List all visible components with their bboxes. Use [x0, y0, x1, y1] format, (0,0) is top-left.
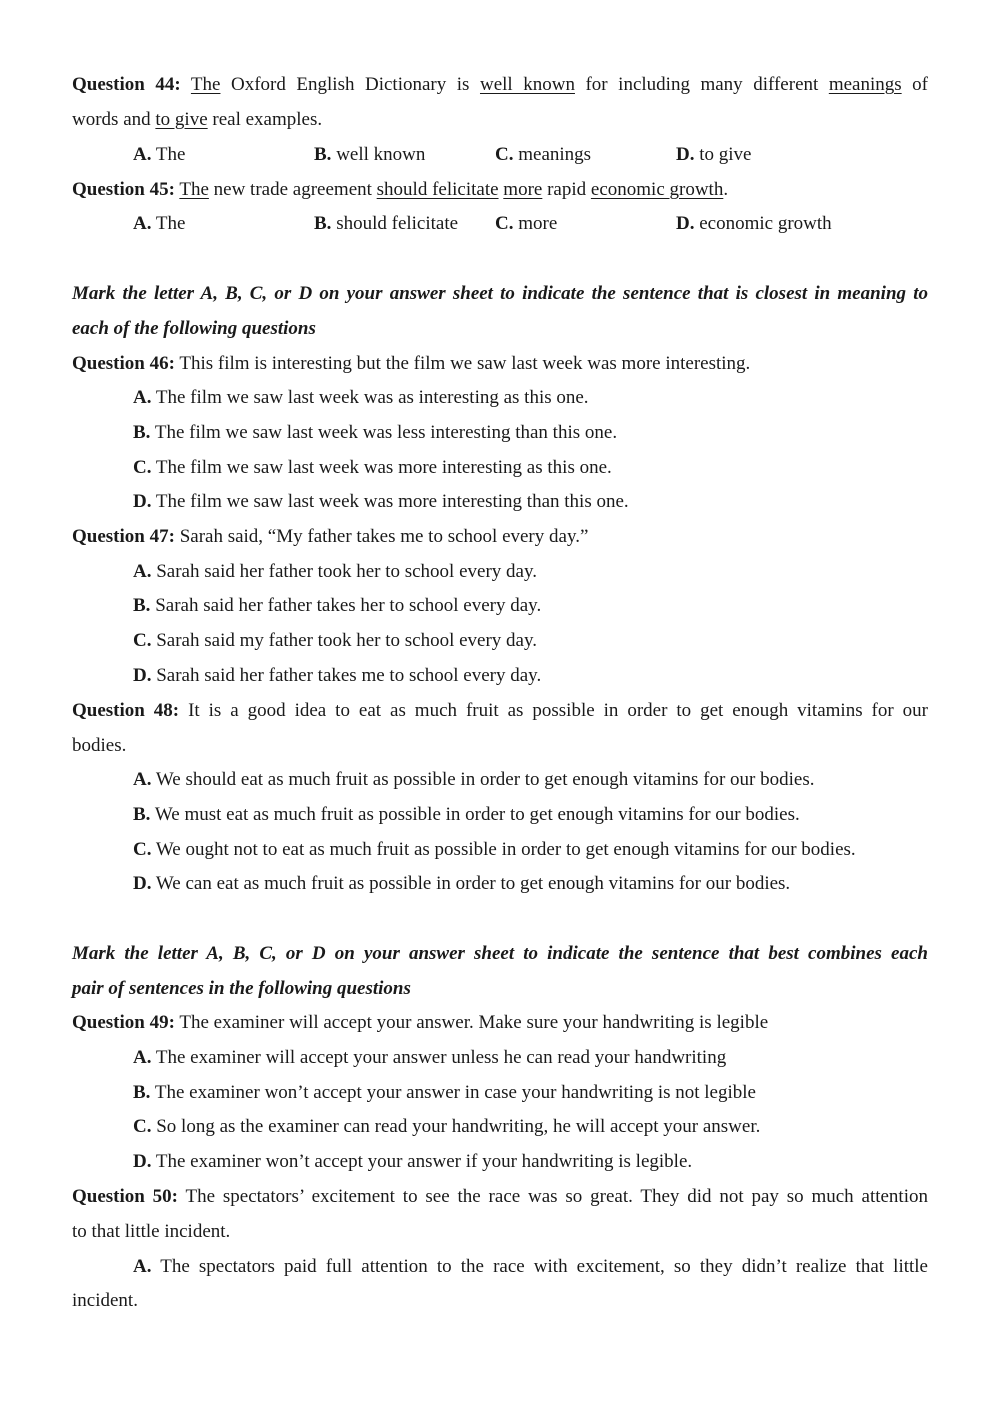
instruction-combine-line1: Mark the letter A, B, C, or D on your answer sheet to indicate the sentence that best combines each [72, 943, 928, 964]
underlined-part-a: The [190, 74, 221, 95]
question-45-line1: Question 45: The new trade agreement should felicitate more rapid economic growth. [72, 179, 729, 200]
option-a[interactable]: A. We should eat as much fruit as possible in order to get enough vitamins for our bodies. [133, 769, 815, 790]
option-c[interactable]: C. The film we saw last week was more interesting as this one. [133, 457, 612, 478]
option-b[interactable]: B. should felicitate [314, 213, 459, 234]
option-d[interactable]: D. We can eat as much fruit as possible in order to get enough vitamins for our bodies. [133, 873, 791, 894]
option-a[interactable]: A. The [133, 213, 186, 234]
instruction-combine-line2: pair of sentences in the following questions [72, 978, 411, 999]
question-46-label: Question 46: [72, 353, 175, 374]
underlined-part-c: meanings [828, 74, 902, 95]
option-d[interactable]: D. to give [676, 144, 752, 165]
question-48-stem: Question 48: It is a good idea to eat as much fruit as possible in order to get enough vitamins for our [72, 700, 928, 721]
question-48-stem-line2: bodies. [72, 735, 127, 756]
option-c[interactable]: C. more [495, 213, 558, 234]
option-a[interactable]: A. The film we saw last week was as interesting as this one. [133, 387, 589, 408]
underlined-part-b: well known [479, 74, 575, 95]
question-46-stem: Question 46: This film is interesting but the film we saw last week was more interesting. [72, 353, 751, 374]
question-44-label: Question 44: [72, 74, 181, 95]
option-d[interactable]: D. economic growth [676, 213, 832, 234]
instruction-closest-meaning-line2: each of the following questions [72, 318, 316, 339]
option-a[interactable]: A. The spectators paid full attention to the race with excitement, so they didn’t realize that little [133, 1256, 928, 1277]
option-c[interactable]: C. Sarah said my father took her to school every day. [133, 630, 537, 651]
option-b[interactable]: B. Sarah said her father takes her to school every day. [133, 595, 542, 616]
option-a-line2: incident. [72, 1290, 138, 1311]
question-50-label: Question 50: [72, 1186, 179, 1207]
option-d[interactable]: D. The film we saw last week was more interesting than this one. [133, 491, 629, 512]
option-b[interactable]: B. The film we saw last week was less interesting than this one. [133, 422, 618, 443]
underlined-part-d: to give [155, 109, 208, 130]
underlined-part-b: should felicitate [376, 179, 499, 200]
question-44-line2: words and to give real examples. [72, 109, 323, 130]
option-a[interactable]: A. Sarah said her father took her to school every day. [133, 561, 537, 582]
option-c[interactable]: C. meanings [495, 144, 592, 165]
question-47-label: Question 47: [72, 526, 175, 547]
underlined-part-c: more [503, 179, 543, 200]
option-a[interactable]: A. The examiner will accept your answer unless he can read your handwriting [133, 1047, 727, 1068]
question-48-label: Question 48: [72, 700, 180, 721]
question-47-stem: Question 47: Sarah said, “My father takes me to school every day.” [72, 526, 589, 547]
question-49-stem: Question 49: The examiner will accept your answer. Make sure your handwriting is legible [72, 1012, 769, 1033]
instruction-closest-meaning-line1: Mark the letter A, B, C, or D on your answer sheet to indicate the sentence that is closest in meaning to [72, 283, 928, 304]
underlined-part-a: The [179, 179, 209, 200]
option-b[interactable]: B. The examiner won’t accept your answer in case your handwriting is not legible [133, 1082, 756, 1103]
option-b[interactable]: B. well known [314, 144, 426, 165]
underlined-part-d: economic growth [590, 179, 724, 200]
question-49-label: Question 49: [72, 1012, 175, 1033]
option-d[interactable]: D. The examiner won’t accept your answer if your handwriting is legible. [133, 1151, 693, 1172]
question-45-label: Question 45: [72, 179, 175, 200]
question-44-line1: Question 44: The Oxford English Dictionary is well known for including many different meanings of [72, 74, 928, 95]
option-b[interactable]: B. We must eat as much fruit as possible in order to get enough vitamins for our bodies. [133, 804, 800, 825]
option-c[interactable]: C. So long as the examiner can read your handwriting, he will accept your answer. [133, 1116, 761, 1137]
question-50-stem-line2: to that little incident. [72, 1221, 231, 1242]
option-d[interactable]: D. Sarah said her father takes me to school every day. [133, 665, 542, 686]
option-c[interactable]: C. We ought not to eat as much fruit as possible in order to get enough vitamins for our bodies. [133, 839, 856, 860]
option-a[interactable]: A. The [133, 144, 186, 165]
question-50-stem: Question 50: The spectators’ excitement to see the race was so great. They did not pay so much attention [72, 1186, 928, 1207]
